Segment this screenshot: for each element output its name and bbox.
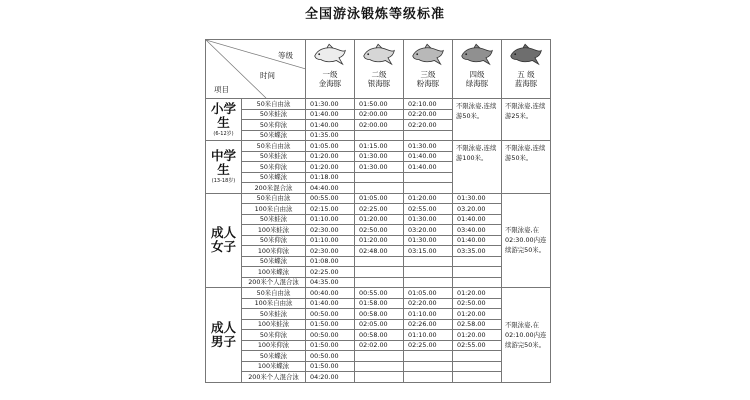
level-3-time — [404, 351, 453, 362]
level-4-note: 不限泳姿,连续游100米。 — [453, 141, 502, 194]
level-number: 一级 — [322, 70, 338, 79]
level-3-time: 03:20.00 — [404, 225, 453, 236]
level-1-time: 00:55.00 — [306, 193, 355, 204]
dolphin-icon — [404, 43, 452, 69]
level-1-time: 00:50.00 — [306, 351, 355, 362]
level-4-time — [453, 277, 502, 288]
level-4-time — [453, 372, 502, 383]
level-2-time: 00:58.00 — [355, 330, 404, 341]
level-header-3 — [404, 40, 453, 99]
level-number: 五 级 — [517, 70, 535, 79]
dolphin-icon — [306, 43, 354, 69]
group-name: 中学生 — [210, 147, 236, 177]
level-number: 四级 — [469, 70, 485, 79]
group-cell — [206, 141, 242, 194]
level-3-time — [404, 130, 453, 141]
level-3-time — [404, 183, 453, 194]
level-header-2 — [355, 40, 404, 99]
event-name: 50米仰泳 — [242, 162, 306, 173]
level-4-time: 01:40.00 — [453, 235, 502, 246]
level-3-time: 02:20.00 — [404, 120, 453, 131]
event-name: 50米蛙泳 — [242, 109, 306, 120]
level-3-time: 02:20.00 — [404, 298, 453, 309]
event-name: 100米自由泳 — [242, 204, 306, 215]
level-2-time: 02:00.00 — [355, 120, 404, 131]
level-2-time — [355, 256, 404, 267]
level-2-time: 02:25.00 — [355, 204, 404, 215]
table-row — [206, 214, 551, 225]
level-3-time: 03:15.00 — [404, 246, 453, 257]
level-2-time: 01:20.00 — [355, 214, 404, 225]
level-1-time: 01:10.00 — [306, 235, 355, 246]
group-age: (6-12岁) — [213, 130, 234, 137]
level-1-time: 01:50.00 — [306, 361, 355, 372]
level-4-time: 02:50.00 — [453, 298, 502, 309]
table-row — [206, 277, 551, 288]
table-row — [206, 256, 551, 267]
level-5-note: 不限泳姿,连续游25米。 — [502, 99, 551, 141]
level-2-time: 01:20.00 — [355, 235, 404, 246]
level-2-time: 01:30.00 — [355, 151, 404, 162]
event-name: 100米蛙泳 — [242, 225, 306, 236]
level-2-time — [355, 351, 404, 362]
table-row — [206, 288, 551, 299]
table-body — [206, 40, 551, 383]
level-3-time: 02:10.00 — [404, 99, 453, 110]
event-name: 100米仰泳 — [242, 340, 306, 351]
level-title: 粉海豚 — [416, 79, 440, 88]
level-title: 银海豚 — [367, 79, 391, 88]
level-1-time: 04:20.00 — [306, 372, 355, 383]
level-1-time: 01:30.00 — [306, 99, 355, 110]
event-name: 50米蝶泳 — [242, 256, 306, 267]
level-header-1 — [306, 40, 355, 99]
table-row — [206, 298, 551, 309]
group-cell — [206, 99, 242, 141]
header-row — [206, 40, 551, 99]
group-name: 成人女子 — [210, 225, 236, 255]
level-1-time: 00:50.00 — [306, 330, 355, 341]
level-1-time: 02:30.00 — [306, 246, 355, 257]
level-title: 绿海豚 — [465, 79, 489, 88]
table-row — [206, 141, 551, 152]
level-3-time — [404, 267, 453, 278]
level-1-time: 00:50.00 — [306, 309, 355, 320]
event-name: 100米蝶泳 — [242, 361, 306, 372]
item-axis-label: 项目 — [214, 85, 229, 94]
table-row — [206, 99, 551, 110]
level-1-time: 00:40.00 — [306, 288, 355, 299]
event-name: 50米蝶泳 — [242, 351, 306, 362]
group-cell — [206, 193, 242, 288]
level-2-time: 02:50.00 — [355, 225, 404, 236]
event-name: 50米仰泳 — [242, 120, 306, 131]
event-name: 100米蛙泳 — [242, 319, 306, 330]
event-name: 200米个人混合泳 — [242, 277, 306, 288]
level-2-time: 01:30.00 — [355, 162, 404, 173]
level-1-time: 01:35.00 — [306, 130, 355, 141]
level-1-time: 04:40.00 — [306, 183, 355, 194]
group-name: 小学生 — [210, 100, 236, 130]
time-axis-label: 时间 — [260, 71, 275, 80]
level-5-note: 不限泳姿,连续游50米。 — [502, 141, 551, 194]
level-header-4 — [453, 40, 502, 99]
level-3-time: 01:30.00 — [404, 214, 453, 225]
event-name: 50米自由泳 — [242, 288, 306, 299]
level-3-time: 01:40.00 — [404, 162, 453, 173]
level-2-time — [355, 361, 404, 372]
level-axis-label: 等级 — [278, 51, 293, 60]
level-number: 三级 — [420, 70, 436, 79]
dolphin-icon — [453, 43, 501, 69]
level-5-note: 不限泳姿,在02:10.00内连续游完50米。 — [502, 288, 551, 383]
event-name: 100米自由泳 — [242, 298, 306, 309]
level-3-time: 02:20.00 — [404, 109, 453, 120]
event-name: 100米仰泳 — [242, 246, 306, 257]
level-2-time — [355, 267, 404, 278]
level-3-time — [404, 172, 453, 183]
event-name: 50米自由泳 — [242, 141, 306, 152]
level-2-time — [355, 172, 404, 183]
table-row — [206, 372, 551, 383]
level-4-time: 02.58.00 — [453, 319, 502, 330]
table-row — [206, 351, 551, 362]
level-1-time: 01:40.00 — [306, 109, 355, 120]
level-2-time: 02:05.00 — [355, 319, 404, 330]
event-name: 50米仰泳 — [242, 235, 306, 246]
level-5-note: 不限泳姿,在02:30.00内连续游完50米。 — [502, 193, 551, 288]
level-2-time: 02:02.00 — [355, 340, 404, 351]
level-3-time: 01:10.00 — [404, 309, 453, 320]
event-name: 50米蛙泳 — [242, 151, 306, 162]
level-4-time: 01:20.00 — [453, 288, 502, 299]
level-2-time: 02:00.00 — [355, 109, 404, 120]
level-4-time: 03:40.00 — [453, 225, 502, 236]
table-row — [206, 319, 551, 330]
level-3-time: 02:26.00 — [404, 319, 453, 330]
level-title: 蓝海豚 — [514, 79, 538, 88]
level-3-time: 01:40.00 — [404, 151, 453, 162]
table-row — [206, 330, 551, 341]
event-name: 200米混合泳 — [242, 183, 306, 194]
level-2-time — [355, 372, 404, 383]
level-4-time: 03:35.00 — [453, 246, 502, 257]
group-name: 成人男子 — [210, 319, 236, 349]
standards-table — [205, 39, 551, 383]
table-row — [206, 225, 551, 236]
level-2-time — [355, 277, 404, 288]
event-name: 200米个人混合泳 — [242, 372, 306, 383]
level-1-time: 01:08.00 — [306, 256, 355, 267]
level-3-time — [404, 277, 453, 288]
level-2-time: 00:55.00 — [355, 288, 404, 299]
level-1-time: 01:05.00 — [306, 141, 355, 152]
table-row — [206, 309, 551, 320]
diagonal-header-cell — [206, 40, 306, 99]
level-1-time: 02:15.00 — [306, 204, 355, 215]
level-2-time: 00:58.00 — [355, 309, 404, 320]
page-title: 全国游泳锻炼等级标准 — [304, 7, 445, 22]
group-cell — [206, 288, 242, 383]
level-2-time: 01:58.00 — [355, 298, 404, 309]
level-3-time: 01:20.00 — [404, 193, 453, 204]
table-row — [206, 340, 551, 351]
event-name: 50米自由泳 — [242, 99, 306, 110]
level-2-time: 01:15.00 — [355, 141, 404, 152]
level-3-time: 01:10.00 — [404, 330, 453, 341]
dolphin-icon — [355, 43, 403, 69]
level-1-time: 01:20.00 — [306, 162, 355, 173]
table-row — [206, 246, 551, 257]
level-2-time — [355, 183, 404, 194]
level-3-time — [404, 361, 453, 372]
level-3-time — [404, 372, 453, 383]
event-name: 50米蛙泳 — [242, 309, 306, 320]
level-4-time — [453, 351, 502, 362]
level-3-time: 01:30.00 — [404, 141, 453, 152]
level-1-time: 01:18.00 — [306, 172, 355, 183]
level-1-time: 01:10.00 — [306, 214, 355, 225]
level-2-time: 01:05.00 — [355, 193, 404, 204]
level-4-time: 01:20.00 — [453, 309, 502, 320]
table-row — [206, 267, 551, 278]
event-name: 100米蝶泳 — [242, 267, 306, 278]
table-row — [206, 193, 551, 204]
level-1-time: 01:50.00 — [306, 319, 355, 330]
level-3-time: 01:30.00 — [404, 235, 453, 246]
level-4-time — [453, 256, 502, 267]
level-2-time: 01:50.00 — [355, 99, 404, 110]
level-1-time: 02:25.00 — [306, 267, 355, 278]
level-4-time: 01:20.00 — [453, 330, 502, 341]
event-name: 50米仰泳 — [242, 330, 306, 341]
level-number: 二级 — [371, 70, 387, 79]
group-age: (13-18岁) — [211, 177, 236, 184]
level-4-note: 不限泳姿,连续游50米。 — [453, 99, 502, 141]
event-name: 50米蛙泳 — [242, 214, 306, 225]
level-1-time: 01:40.00 — [306, 120, 355, 131]
event-name: 50米自由泳 — [242, 193, 306, 204]
level-title: 金海豚 — [318, 79, 342, 88]
table-row — [206, 235, 551, 246]
level-3-time: 02:25.00 — [404, 340, 453, 351]
level-1-time: 01:50.00 — [306, 340, 355, 351]
level-3-time: 02:55.00 — [404, 204, 453, 215]
level-1-time: 02:30.00 — [306, 225, 355, 236]
event-name: 50米蝶泳 — [242, 172, 306, 183]
table-row — [206, 204, 551, 215]
level-4-time: 01:40.00 — [453, 214, 502, 225]
event-name: 50米蝶泳 — [242, 130, 306, 141]
level-4-time: 03.20.00 — [453, 204, 502, 215]
level-1-time: 01:20.00 — [306, 151, 355, 162]
level-1-time: 04:35.00 — [306, 277, 355, 288]
level-2-time — [355, 130, 404, 141]
level-4-time — [453, 361, 502, 372]
level-header-5 — [502, 40, 551, 99]
level-4-time — [453, 267, 502, 278]
level-3-time: 01:05.00 — [404, 288, 453, 299]
level-2-time: 02:48.00 — [355, 246, 404, 257]
level-1-time: 01:40.00 — [306, 298, 355, 309]
level-4-time: 02:55.00 — [453, 340, 502, 351]
table-row — [206, 361, 551, 372]
dolphin-icon — [502, 43, 550, 69]
level-4-time: 01:30.00 — [453, 193, 502, 204]
level-3-time — [404, 256, 453, 267]
